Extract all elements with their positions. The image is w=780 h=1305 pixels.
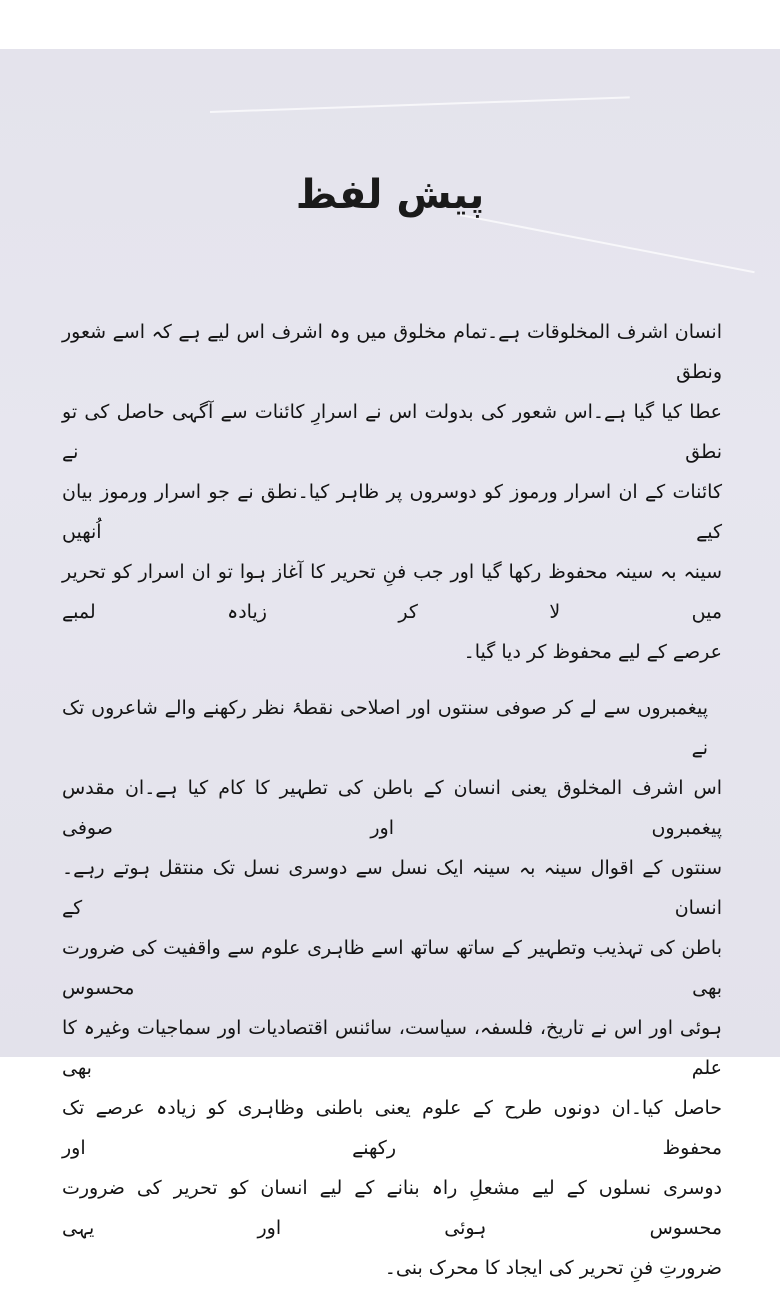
text-line: باطن کی تہذیب وتطہیر کے ساتھ ساتھ اسے ظاہری علوم سے واقفیت کی ضرورت بھی محسوس <box>62 937 722 1000</box>
text-line: عرصے کے لیے محفوظ کر دیا گیا۔ <box>463 641 722 663</box>
text-line: حاصل کیا۔ان دونوں طرح کے علوم یعنی باطنی وظاہری کو زیادہ عرصے تک محفوظ رکھنے اور <box>62 1097 722 1160</box>
text-line: دوسری نسلوں کے لیے مشعلِ راہ بنانے کے لیے انسان کو تحریر کی ضرورت محسوس ہوئی اور یہی <box>62 1177 722 1240</box>
paper-crease <box>210 96 630 113</box>
paper-crease <box>460 214 755 273</box>
text-line: ہوئی اور اس نے تاریخ، فلسفہ، سیاست، سائنس اقتصادیات اور سماجیات وغیرہ کا علم بھی <box>62 1017 722 1080</box>
text-line: ضرورتِ فنِ تحریر کی ایجاد کا محرک بنی۔ <box>384 1257 722 1280</box>
text-line: عطا کیا گیا ہے۔اس شعور کی بدولت اس نے اسرارِ کائنات سے آگہی حاصل کی تو نطق نے <box>62 401 722 463</box>
page-title: پیش لفظ <box>295 172 485 218</box>
text-line: سنتوں کے اقوال سینہ بہ سینہ ایک نسل سے دوسری نسل تک منتقل ہوتے رہے۔انسان کے <box>62 857 722 920</box>
body-text <box>62 312 722 1305</box>
text-line: انسان اشرف المخلوقات ہے۔تمام مخلوق میں وہ اشرف اس لیے ہے کہ اسے شعور ونطق <box>62 321 722 383</box>
text-line: پیغمبروں سے لے کر صوفی سنتوں اور اصلاحی نقطۂ نظر رکھنے والے شاعروں تک نے <box>62 697 708 760</box>
text-line: کائنات کے ان اسرار ورموز کو دوسروں پر ظاہر کیا۔نطق نے جو اسرار ورموز بیان کیے اُنھیں <box>62 481 722 543</box>
text-line: اس اشرف المخلوق یعنی انسان کے باطن کی تطہیر کا کام کیا ہے۔ان مقدس پیغمبروں اور صوفی <box>62 777 722 840</box>
text-line: سینہ بہ سینہ محفوظ رکھا گیا اور جب فنِ تحریر کا آغاز ہوا تو ان اسرار کو تحریر میں لا کر زیادہ لمبے <box>62 561 722 623</box>
